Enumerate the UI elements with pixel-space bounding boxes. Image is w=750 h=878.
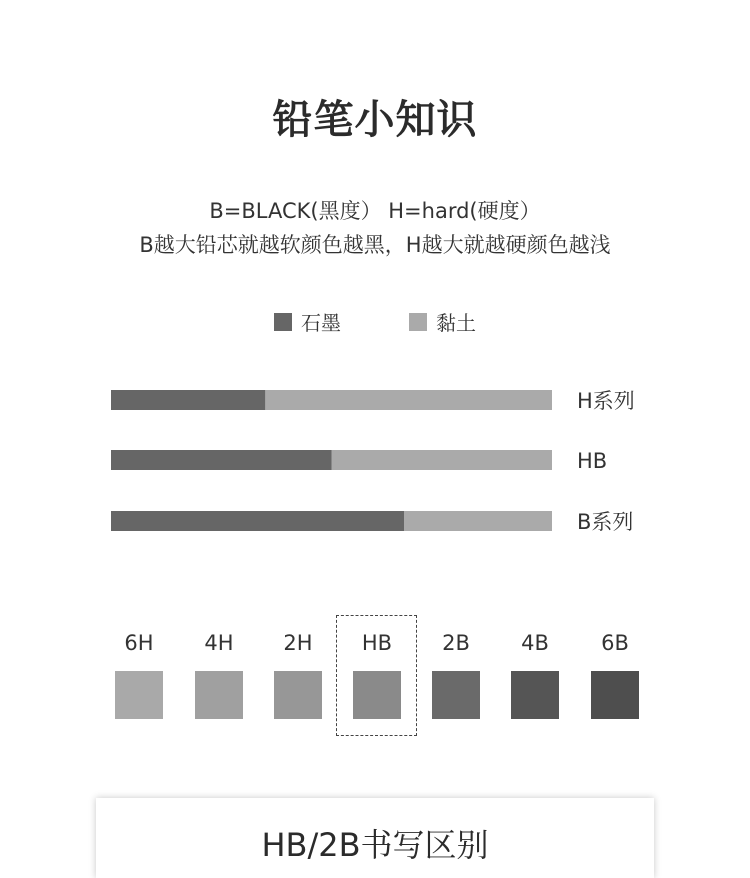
bar-clay-2 <box>404 511 552 531</box>
writing-difference-card <box>96 798 654 878</box>
grade-label-4b: 4B <box>521 631 549 655</box>
grade-swatch-4h <box>195 671 243 719</box>
grade-swatch-2h <box>274 671 322 719</box>
selected-grade-highlight <box>336 615 417 736</box>
subtitle-line-2: B越大铅芯就越软颜色越黑，H越大就越硬颜色越浅 <box>139 233 611 257</box>
grade-swatch-6h <box>115 671 163 719</box>
grade-swatch-4b <box>511 671 559 719</box>
subtitle-line-1: B=BLACK(黑度） H=hard(硬度） <box>209 199 541 223</box>
category-label-2: B系列 <box>577 510 634 534</box>
bar-clay-0 <box>265 390 552 410</box>
grade-label-2h: 2H <box>283 631 313 655</box>
legend-label-graphite: 石墨 <box>301 311 341 335</box>
grade-label-6b: 6B <box>601 631 629 655</box>
legend-item-clay <box>409 307 476 336</box>
bar-clay-1 <box>332 450 553 470</box>
legend-label-clay: 黏土 <box>436 311 476 335</box>
card-title: HB/2B书写区别 <box>261 826 489 864</box>
bar-graphite-0 <box>111 390 265 410</box>
grade-swatch-6b <box>591 671 639 719</box>
grade-label-hb: HB <box>361 631 393 655</box>
grade-label-4h: 4H <box>204 631 234 655</box>
category-label-1: HB <box>577 449 608 473</box>
bar-graphite-1 <box>111 450 332 470</box>
page-title: 铅笔小知识 <box>272 97 478 143</box>
category-label-0: H系列 <box>577 389 635 413</box>
legend-item-graphite <box>274 307 341 336</box>
grade-swatch-2b <box>432 671 480 719</box>
chart-legend <box>0 307 750 336</box>
grade-label-2b: 2B <box>442 631 470 655</box>
legend-swatch-clay <box>409 313 427 331</box>
composition-bar-chart <box>0 370 750 550</box>
grade-label-6h: 6H <box>124 631 154 655</box>
legend-swatch-graphite <box>274 313 292 331</box>
bar-graphite-2 <box>111 511 404 531</box>
